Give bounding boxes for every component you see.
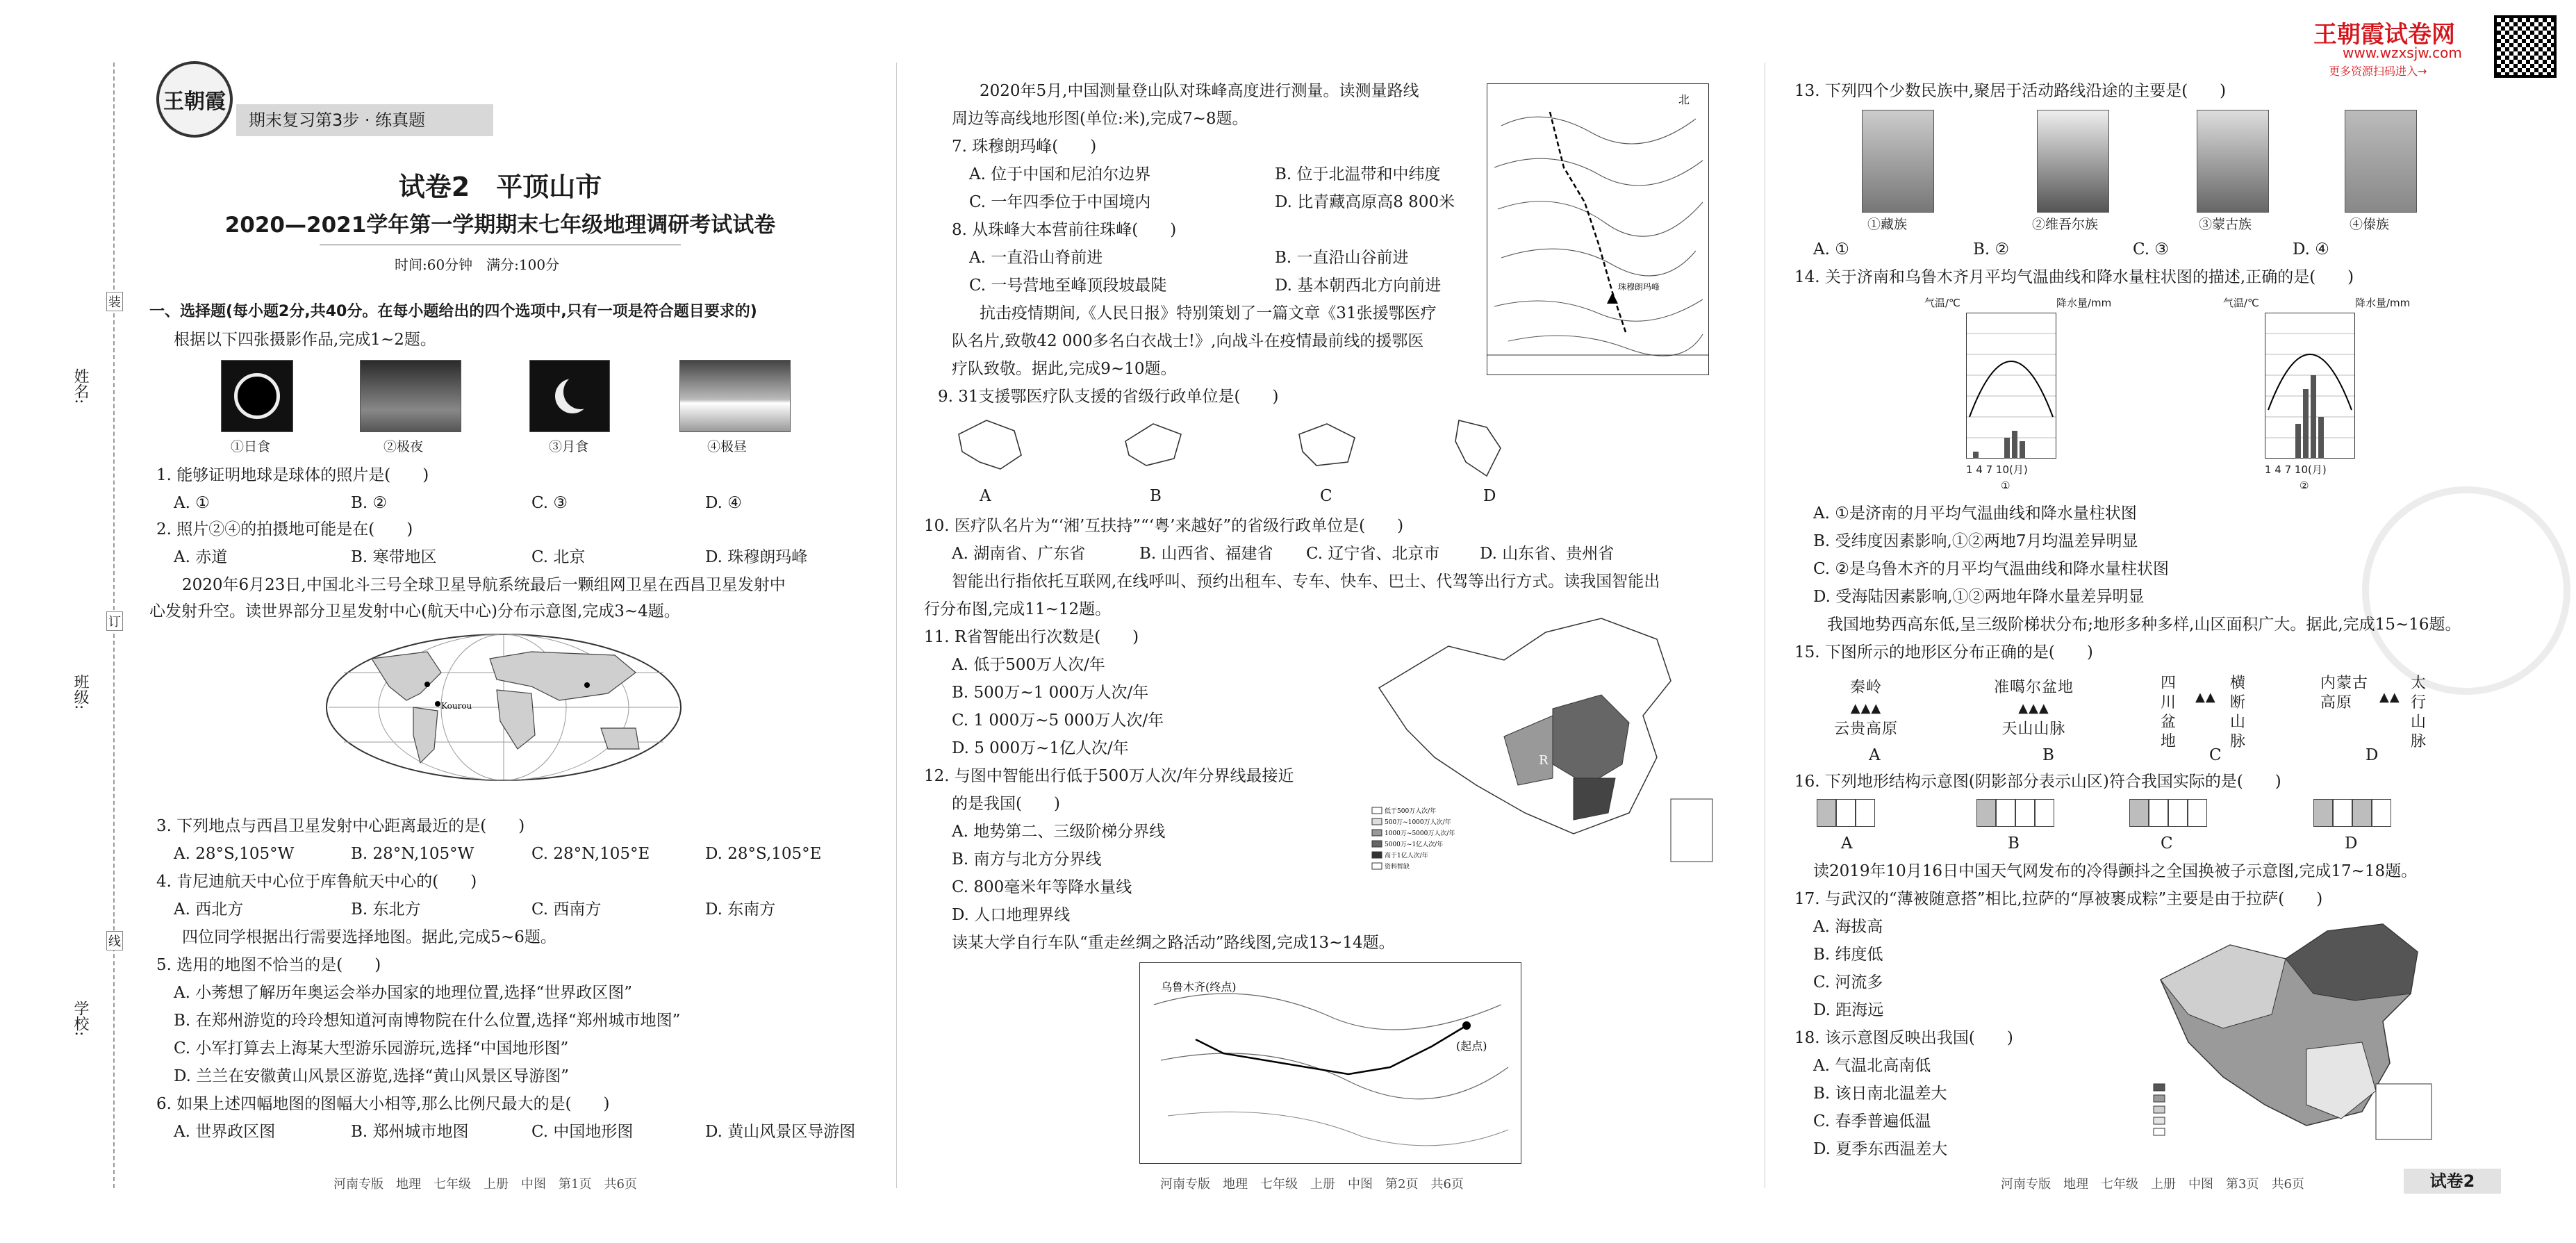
q12-option-c[interactable]: C. 800毫米年等降水量线 [952, 878, 1132, 896]
q18-option-a[interactable]: A. 气温北高南低 [1813, 1057, 1931, 1075]
photo-polar-day [679, 360, 791, 432]
q13-option-b[interactable]: B. ② [1973, 240, 2010, 258]
q5-option-c[interactable]: C. 小军打算去上海某大型游乐园游玩,选择“中国地形图” [174, 1039, 569, 1057]
q1-option-a[interactable]: A. ① [174, 494, 210, 512]
footer-page-2: 河南专版 地理 七年级 上册 中图 第2页 共6页 [1160, 1177, 1464, 1192]
q16-option-c[interactable]: C [2161, 834, 2173, 853]
photo-caption-4: ④极昼 [707, 439, 748, 454]
chart1-number: ① [2001, 479, 2011, 492]
ethnic-caption-1: ①藏族 [1867, 217, 1908, 232]
ethnic-caption-3: ③蒙古族 [2199, 217, 2252, 232]
q15-a-top: 秦岭 [1850, 679, 1883, 696]
q6-option-d[interactable]: D. 黄山风景区导游图 [705, 1123, 856, 1141]
q12-option-d[interactable]: D. 人口地理界线 [952, 906, 1071, 924]
footer-page-3: 河南专版 地理 七年级 上册 中图 第3页 共6页 [2001, 1177, 2304, 1192]
photo-dai [2345, 110, 2417, 213]
chart1-precip-label: 降水量/mm [2056, 297, 2112, 309]
q7-stem: 7. 珠穆朗玛峰( ) [952, 138, 1097, 156]
q18-option-c[interactable]: C. 春季普遍低温 [1813, 1112, 1931, 1130]
q3-stem: 3. 下列地点与西昌卫星发射中心距离最近的是( ) [156, 817, 525, 835]
q9-option-d[interactable]: D [1483, 487, 1496, 505]
q8-option-d[interactable]: D. 基本朝西北方向前进 [1275, 277, 1442, 295]
q9-option-b[interactable]: B [1150, 487, 1162, 505]
q8-option-c[interactable]: C. 一号营地至峰顶段坡最陡 [969, 277, 1167, 295]
brand-url[interactable]: www.wzxsjw.com [2343, 44, 2462, 61]
q10-option-a[interactable]: A. 湖南省、广东省 [952, 545, 1086, 563]
q15-d-right: 太行山脉 [2411, 675, 2427, 750]
q14-option-d[interactable]: D. 受海陆因素影响,①②两地年降水量差异明显 [1813, 588, 2145, 606]
q3-option-d[interactable]: D. 28°S,105°E [705, 845, 822, 863]
photo-mongolian [2197, 110, 2269, 213]
q14-option-a[interactable]: A. ①是济南的月平均气温曲线和降水量柱状图 [1813, 504, 2137, 522]
class-label: 班级: [72, 674, 89, 710]
q4-option-b[interactable]: B. 东北方 [351, 900, 421, 919]
q12-option-a[interactable]: A. 地势第二、三级阶梯分界线 [952, 823, 1166, 841]
climate-chart-2 [2223, 295, 2411, 497]
paper-badge: 试卷2 [2404, 1169, 2501, 1194]
section-heading: 一、选择题(每小题2分,共40分。在每小题给出的四个选项中,只有一项是符合题目要求的) [149, 303, 757, 320]
legend-1: 低于500万人次/年 [1385, 808, 1437, 815]
chart2-number: ② [2300, 479, 2309, 492]
q15-a-bottom: 云贵高原 [1834, 721, 1899, 738]
q14-option-b[interactable]: B. 受纬度因素影响,①②两地7月均温差异明显 [1813, 532, 2138, 550]
q4-option-d[interactable]: D. 东南方 [705, 900, 776, 919]
passage-15-16: 我国地势西高东低,呈三级阶梯状分布;地形多种多样,山区面积广大。据此,完成15~16题。 [1827, 616, 2461, 634]
school-label: 学校: [72, 1001, 89, 1037]
world-launch-center-map [323, 631, 684, 784]
q16-option-a[interactable]: A [1841, 834, 1853, 853]
q1-option-b[interactable]: B. ② [351, 494, 388, 512]
qr-code-icon[interactable] [2494, 15, 2557, 78]
everest-contour-map [1487, 83, 1709, 375]
q2-option-d[interactable]: D. 珠穆朗玛峰 [705, 548, 808, 566]
q3-option-c[interactable]: C. 28°N,105°E [531, 845, 650, 863]
paper-subtitle: 2020—2021学年第一学期期末七年级地理调研考试试卷 [224, 213, 776, 238]
passage-9-10-line2: 队名片,致敬42 000多名白衣战士!》,向战斗在疫情最前线的援鄂医 [952, 332, 1424, 350]
ethnic-caption-2: ②维吾尔族 [2032, 217, 2099, 232]
section-intro: 根据以下四张摄影作品,完成1~2题。 [174, 331, 436, 349]
paper-title: 试卷2 平顶山市 [398, 172, 602, 202]
passage-9-10-line1: 抗击疫情期间,《人民日报》特别策划了一篇文章《31张援鄂医疗 [980, 304, 1437, 322]
passage-3-4-line1: 2020年6月23日,中国北斗三号全球卫星导航系统最后一颗组网卫星在西昌卫星发射中 [182, 576, 786, 594]
q15-option-c[interactable]: C [2209, 746, 2222, 764]
chart1-temperature-curve [1966, 313, 2056, 459]
q9-option-a[interactable]: A [980, 487, 991, 505]
q3-option-a[interactable]: A. 28°S,105°W [174, 845, 295, 863]
passage-7-8-line1: 2020年5月,中国测量登山队对珠峰高度进行测量。读测量路线 [980, 82, 1419, 100]
bind-mark-1: 装 [106, 292, 123, 311]
q11-option-c[interactable]: C. 1 000万~5 000万人次/年 [952, 711, 1164, 730]
q2-option-b[interactable]: B. 寒带地区 [351, 548, 437, 566]
q5-stem: 5. 选用的地图不恰当的是( ) [156, 956, 381, 974]
q18-option-d[interactable]: D. 夏季东西温差大 [1813, 1140, 1948, 1158]
photo-caption-2: ②极夜 [383, 439, 424, 454]
q12-stem-line2: 的是我国( ) [952, 795, 1060, 813]
kourou-label: Kourou [441, 701, 472, 711]
q18-stem: 18. 该示意图反映出我国( ) [1794, 1029, 2013, 1047]
q8-stem: 8. 从珠峰大本营前往珠峰( ) [952, 221, 1177, 239]
q17-stem: 17. 与武汉的“薄被随意搭”相比,拉萨的“厚被裹成粽”主要是由于拉萨( ) [1794, 890, 2323, 908]
q12-stem-line1: 12. 与图中智能出行低于500万人次/年分界线最接近 [924, 767, 1294, 785]
q12-option-b[interactable]: B. 南方与北方分界线 [952, 850, 1102, 869]
q11-option-b[interactable]: B. 500万~1 000万人次/年 [952, 684, 1149, 702]
q4-option-c[interactable]: C. 西南方 [531, 900, 602, 919]
q11-option-a[interactable]: A. 低于500万人次/年 [952, 656, 1105, 674]
exam-meta: 时间:60分钟 满分:100分 [389, 254, 565, 274]
north-arrow-label: 北 [1678, 93, 1690, 106]
q14-stem: 14. 关于济南和乌鲁木齐月平均气温曲线和降水量柱状图的描述,正确的是( ) [1794, 268, 2354, 286]
q16-stem: 16. 下列地形结构示意图(阴影部分表示山区)符合我国实际的是( ) [1794, 773, 2281, 791]
chart2-months: 1 4 7 10(月) [2265, 463, 2327, 476]
q6-option-b[interactable]: B. 郑州城市地图 [351, 1123, 469, 1141]
passage-13-14: 读某大学自行车队“重走丝绸之路活动”路线图,完成13~14题。 [952, 934, 1395, 952]
photo-polar-night [360, 360, 461, 432]
watermark-seal [2362, 486, 2570, 695]
q5-option-a[interactable]: A. 小莠想了解历年奥运会举办国家的地理位置,选择“世界政区图” [174, 984, 633, 1002]
q9-option-c[interactable]: C [1320, 487, 1332, 505]
q10-option-b[interactable]: B. 山西省、福建省 [1139, 545, 1273, 563]
q11-stem: 11. R省智能出行次数是( ) [924, 628, 1139, 646]
q15-c-right: 横断山脉 [2230, 675, 2247, 750]
passage-11-12-line1: 智能出行指依托互联网,在线呼叫、预约出租车、专车、快车、巴士、代驾等出行方式。读我国智能出 [952, 573, 1660, 591]
quilt-change-map [2147, 910, 2438, 1146]
q1-option-d[interactable]: D. ④ [705, 494, 742, 512]
q13-option-a[interactable]: A. ① [1813, 240, 1849, 258]
q7-option-c[interactable]: C. 一年四季位于中国境内 [969, 193, 1151, 211]
passage-3-4-line2: 心发射升空。读世界部分卫星发射中心(航天中心)分布示意图,完成3~4题。 [149, 602, 680, 620]
bind-mark-2: 订 [106, 611, 123, 631]
chart2-precip-label: 降水量/mm [2355, 297, 2411, 309]
seal-text: 王朝霞 [163, 90, 226, 114]
q15-option-a[interactable]: A [1869, 746, 1881, 764]
step-label: 期末复习第3步 · 练真题 [249, 110, 426, 130]
photo-lunar-eclipse [529, 360, 610, 432]
passage-11-12-line2: 行分布图,完成11~12题。 [924, 600, 1112, 618]
q7-option-a[interactable]: A. 位于中国和尼泊尔边界 [969, 165, 1151, 183]
chart1-temp-label: 气温/℃ [1924, 297, 1960, 309]
q15-c-left: 四川盆地 [2161, 675, 2177, 750]
q5-option-d[interactable]: D. 兰兰在安徽黄山风景区游览,选择“黄山风景区导游图” [174, 1067, 570, 1085]
passage-9-10-line3: 疗队致敬。据此,完成9~10题。 [952, 360, 1177, 378]
q4-option-a[interactable]: A. 西北方 [174, 900, 244, 919]
q10-option-d[interactable]: D. 山东省、贵州省 [1480, 545, 1615, 563]
chart2-temp-label: 气温/℃ [2223, 297, 2259, 309]
legend-6: 资料暂缺 [1385, 864, 1410, 871]
q1-option-c[interactable]: C. ③ [531, 494, 568, 512]
q4-stem: 4. 肯尼迪航天中心位于库鲁航天中心的( ) [156, 873, 477, 891]
q16-option-d[interactable]: D [2345, 834, 2358, 853]
q15-figure-b: 准噶尔盆地 ▲▲▲ 天山山脉 [1994, 677, 2074, 740]
q15-stem: 15. 下图所示的地形区分布正确的是( ) [1794, 643, 2093, 661]
q8-option-a[interactable]: A. 一直沿山脊前进 [969, 249, 1103, 267]
photo-caption-3: ③月食 [549, 439, 589, 454]
everest-label: 珠穆朗玛峰 [1618, 282, 1660, 292]
q13-option-c[interactable]: C. ③ [2133, 240, 2170, 258]
q1-stem: 1. 能够证明地球是球体的照片是( ) [156, 466, 429, 484]
q15-option-b[interactable]: B [2042, 746, 2054, 764]
q13-option-d[interactable]: D. ④ [2293, 240, 2329, 258]
ethnic-caption-4: ④傣族 [2350, 217, 2390, 232]
brand-name: 王朝霞试卷网 [2313, 21, 2455, 49]
q15-figure-a: 秦岭 ▲▲▲ 云贵高原 [1834, 677, 1898, 740]
q2-stem: 2. 照片②④的拍摄地可能是在( ) [156, 520, 413, 538]
photo-tibetan [1862, 110, 1934, 213]
q13-stem: 13. 下列四个少数民族中,聚居于活动路线沿途的主要是( ) [1794, 82, 2227, 100]
q14-option-c[interactable]: C. ②是乌鲁木齐的月平均气温曲线和降水量柱状图 [1813, 560, 2170, 578]
q15-d-left: 内蒙古高原 [2320, 675, 2369, 711]
photo-caption-1: ①日食 [231, 439, 271, 454]
q15-b-top: 准噶尔盆地 [1994, 679, 2074, 696]
q17-option-a[interactable]: A. 海拔高 [1813, 918, 1883, 936]
q10-stem: 10. 医疗队名片为“‘湘’互扶持”“‘粤’来越好”的省级行政单位是( ) [924, 517, 1404, 535]
q16-option-b[interactable]: B [2008, 834, 2020, 853]
q7-option-d[interactable]: D. 比青藏高原高8 800米 [1275, 193, 1455, 211]
chart1-months: 1 4 7 10(月) [1966, 463, 2028, 476]
smart-travel-distribution-map [1365, 604, 1719, 875]
start-label: (起点) [1456, 1039, 1487, 1053]
q2-option-a[interactable]: A. 赤道 [174, 548, 228, 566]
q7-option-b[interactable]: B. 位于北温带和中纬度 [1275, 165, 1441, 183]
step-banner [236, 104, 493, 136]
urumqi-label: 乌鲁木齐(终点) [1161, 980, 1237, 994]
q6-option-a[interactable]: A. 世界政区图 [174, 1123, 276, 1141]
q3-option-b[interactable]: B. 28°N,105°W [351, 845, 474, 863]
legend-2: 500万~1000万人次/年 [1385, 819, 1451, 826]
brand-tagline: 更多资源扫码进入→ [2329, 65, 2427, 78]
q6-option-c[interactable]: C. 中国地形图 [531, 1123, 634, 1141]
passage-5-6: 四位同学根据出行需要选择地图。据此,完成5~6题。 [182, 928, 556, 946]
q9-stem: 9. 31支援鄂医疗队支援的省级行政单位是( ) [938, 388, 1279, 406]
q2-option-c[interactable]: C. 北京 [531, 548, 586, 566]
footer-page-1: 河南专版 地理 七年级 上册 中图 第1页 共6页 [333, 1177, 637, 1192]
brand-seal [156, 61, 233, 138]
legend-5: 高于1亿人次/年 [1385, 853, 1428, 859]
q10-option-c[interactable]: C. 辽宁省、北京市 [1306, 545, 1440, 563]
legend-3: 1000万~5000万人次/年 [1385, 830, 1455, 837]
column-divider-1 [896, 63, 897, 1188]
r-province-label: R [1539, 753, 1549, 768]
q17-option-b[interactable]: B. 纬度低 [1813, 946, 1883, 964]
q5-option-b[interactable]: B. 在郑州游览的玲玲想知道河南博物院在什么位置,选择“郑州城市地图” [174, 1012, 681, 1030]
q18-option-b[interactable]: B. 该日南北温差大 [1813, 1085, 1947, 1103]
q11-option-d[interactable]: D. 5 000万~1亿人次/年 [952, 739, 1129, 757]
q8-option-b[interactable]: B. 一直沿山谷前进 [1275, 249, 1409, 267]
photo-solar-eclipse [221, 360, 293, 432]
name-label: 姓名: [72, 368, 89, 404]
q6-stem: 6. 如果上述四幅地图的图幅大小相等,那么比例尺最大的是( ) [156, 1095, 610, 1113]
q9-province-outlines [952, 413, 1508, 490]
photo-uyghur [2037, 110, 2109, 213]
q17-option-c[interactable]: C. 河流多 [1813, 973, 1883, 991]
q15-option-d[interactable]: D [2366, 746, 2379, 764]
q15-b-bottom: 天山山脉 [2001, 721, 2066, 738]
passage-17-18: 读2019年10月16日中国天气网发布的冷得颤抖之全国换被子示意图,完成17~18题。 [1813, 862, 2418, 880]
chart2-temperature-curve [2265, 313, 2355, 459]
silk-road-route-map [1139, 962, 1521, 1164]
bind-mark-3: 线 [106, 931, 123, 950]
legend-4: 5000万~1亿人次/年 [1385, 841, 1444, 848]
q17-option-d[interactable]: D. 距海远 [1813, 1001, 1884, 1019]
passage-7-8-line2: 周边等高线地形图(单位:米),完成7~8题。 [952, 110, 1248, 128]
